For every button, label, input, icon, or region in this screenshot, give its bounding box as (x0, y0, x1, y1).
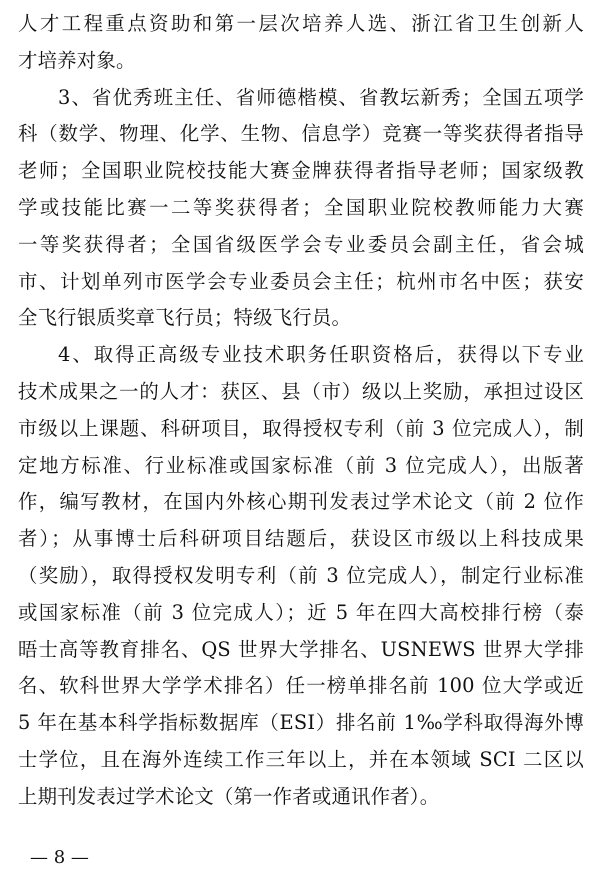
paragraph (18, 6, 584, 80)
text-line: 晤士高等教育排名、QS 世界大学排名、USNEWS 世界大学排 (18, 637, 584, 661)
text-line: 科（数学、物理、化学、生物、信息学）竞赛一等奖获得者指导 (18, 122, 584, 146)
text-line: 技术成果之一的人才：获区、县（市）级以上奖励，承担过设区 (18, 379, 584, 403)
text-line: 定地方标准、行业标准或国家标准（前 3 位完成人），出版著 (18, 453, 584, 477)
text-line: （奖励），取得授权发明专利（前 3 位完成人），制定行业标准 (18, 563, 584, 587)
text-line: 全飞行银质奖章飞行员；特级飞行员。 (18, 306, 352, 330)
body-text (18, 6, 584, 816)
text-line: 上期刊发表过学术论文（第一作者或通讯作者）。 (18, 784, 440, 808)
text-line: 名、软科世界大学学术排名）任一榜单排名前 100 位大学或近 (18, 674, 584, 698)
page-number: — 8 — (30, 847, 89, 868)
paragraph (18, 80, 584, 338)
text-line: 3、省优秀班主任、省师德楷模、省教坛新秀；全国五项学 (58, 85, 584, 109)
text-line: 市级以上课题、科研项目，取得授权专利（前 3 位完成人），制 (18, 416, 584, 440)
text-line: 或国家标准（前 3 位完成人）；近 5 年在四大高校排行榜（泰 (18, 600, 584, 624)
text-line: 人才工程重点资助和第一层次培养人选、浙江省卫生创新人 (18, 12, 584, 35)
text-line: 学或技能比赛一二等奖获得者；全国职业院校教师能力大赛 (18, 195, 584, 219)
text-line: 5 年在基本科学指标数据库（ESI）排名前 1‰学科取得海外博 (18, 711, 584, 735)
paragraph (18, 337, 584, 815)
text-line: 才培养对象。 (18, 48, 136, 72)
text-line: 4、取得正高级专业技术职务任职资格后，获得以下专业 (58, 343, 584, 367)
text-line: 作，编写教材，在国内外核心期刊发表过学术论文（前 2 位作 (18, 490, 584, 514)
text-line: 老师；全国职业院校技能大赛金牌获得者指导老师；国家级教 (18, 159, 584, 183)
text-line: 一等奖获得者；全国省级医学会专业委员会副主任，省会城 (18, 232, 584, 256)
text-line: 者）；从事博士后科研项目结题后，获设区市级以上科技成果 (18, 527, 584, 551)
text-line: 士学位，且在海外连续工作三年以上，并在本领域 SCI 二区以 (18, 747, 584, 771)
text-line: 市、计划单列市医学会专业委员会主任；杭州市名中医；获安 (18, 269, 584, 293)
